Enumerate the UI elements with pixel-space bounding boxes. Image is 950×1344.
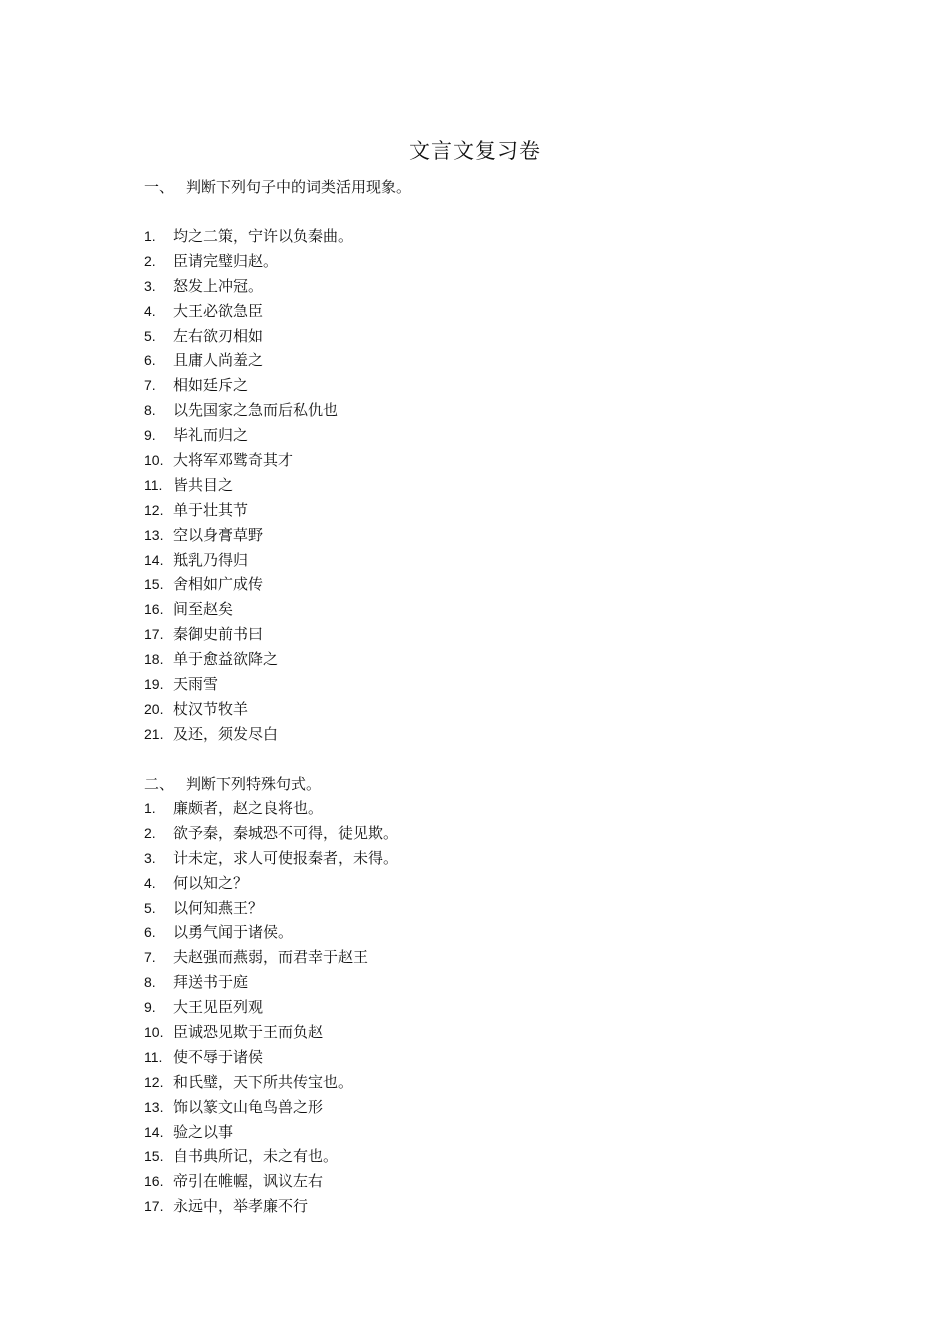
list-item [144,572,353,597]
item-text: 间至赵矣 [173,600,234,619]
item-number: 16. [144,1173,164,1190]
list-item [144,249,353,274]
item-number: 11. [144,476,163,493]
list-item [144,348,353,373]
list-item [144,324,353,349]
list-item [144,1120,398,1145]
item-number: 8. [144,402,156,419]
item-number: 6. [144,924,156,941]
item-text: 欲予秦，秦城恐不可得，徒见欺。 [173,823,399,842]
list-item [144,224,353,249]
list-item [144,1020,398,1045]
list-item [144,647,353,672]
document-title: 文言文复习卷 [409,139,541,163]
item-number: 7. [144,949,156,966]
item-number: 17. [144,626,164,643]
list-item [144,995,398,1020]
section-title: 判断下列句子中的词类活用现象。 [186,178,412,196]
item-number: 7. [144,377,156,394]
list-item [144,373,353,398]
item-number: 15. [144,576,164,593]
item-text: 夫赵强而燕弱，而君幸于赵王 [173,948,369,967]
list-item [144,1045,398,1070]
item-number: 2. [144,252,156,269]
item-number: 10. [144,1024,164,1041]
item-text: 帝引在帷幄，讽议左右 [173,1172,324,1191]
item-text: 和氏璧，天下所共传宝也。 [173,1072,354,1091]
list-item [144,821,398,846]
item-number: 12. [144,501,164,518]
item-text: 怒发上冲冠。 [173,276,264,295]
item-text: 大将军邓骘奇其才 [173,451,294,470]
list-item [144,871,398,896]
item-number: 11. [144,1048,163,1065]
item-text: 使不辱于诸侯 [173,1047,264,1066]
item-number: 3. [144,849,156,866]
section-number: 一、 [144,178,175,196]
item-text: 大王见臣列观 [173,998,264,1017]
list-item [144,1169,398,1194]
item-text: 天雨雪 [173,675,219,694]
item-number: 1. [144,228,156,244]
list-item [144,722,353,747]
item-text: 空以身膏草野 [173,525,264,544]
question-list-1 [144,224,353,747]
item-number: 17. [144,1198,164,1215]
item-text: 皆共目之 [173,475,234,494]
item-text: 自书典所记，未之有也。 [173,1147,339,1166]
item-number: 15. [144,1148,164,1165]
item-number: 14. [144,551,164,568]
item-text: 饰以篆文山龟鸟兽之形 [173,1097,324,1116]
item-text: 以先国家之急而后私仇也 [173,401,339,420]
item-number: 21. [144,725,164,742]
question-list-2 [144,796,398,1219]
list-item [144,448,353,473]
item-number: 18. [144,651,164,668]
list-item [144,672,353,697]
item-number: 14. [144,1123,164,1140]
list-item [144,597,353,622]
item-text: 计未定，求人可使报秦者，未得。 [173,848,399,867]
item-number: 12. [144,1073,164,1090]
item-text: 以何知燕王？ [173,898,264,917]
item-number: 19. [144,676,164,693]
item-number: 1. [144,800,156,816]
item-number: 13. [144,526,164,543]
item-text: 相如廷斥之 [173,376,249,395]
list-item [144,498,353,523]
item-number: 16. [144,601,164,618]
item-number: 2. [144,824,156,841]
item-text: 且庸人尚羞之 [173,351,264,370]
item-number: 9. [144,999,156,1016]
item-text: 臣诚恐见欺于王而负赵 [173,1023,324,1042]
item-text: 臣请完璧归赵。 [173,251,279,270]
list-item [144,1095,398,1120]
item-text: 验之以事 [173,1122,234,1141]
list-item [144,299,353,324]
section-number: 二、 [144,775,175,793]
item-text: 左右欲刃相如 [173,326,264,345]
item-number: 5. [144,899,156,916]
section-title: 判断下列特殊句式。 [186,775,322,793]
item-text: 拜送书于庭 [173,973,249,992]
item-text: 永远中，举孝廉不行 [173,1197,309,1216]
item-number: 13. [144,1098,164,1115]
item-text: 以勇气闻于诸侯。 [173,923,294,942]
item-text: 单于壮其节 [173,500,249,519]
item-text: 何以知之？ [173,873,249,892]
item-number: 9. [144,427,156,444]
list-item [144,920,398,945]
list-item [144,945,398,970]
item-number: 5. [144,327,156,344]
item-text: 大王必欲急臣 [173,301,264,320]
item-number: 6. [144,352,156,369]
list-item [144,1144,398,1169]
item-number: 10. [144,452,164,469]
list-item [144,970,398,995]
list-item [144,796,398,821]
item-text: 杖汉节牧羊 [173,699,249,718]
item-number: 8. [144,974,156,991]
list-item [144,473,353,498]
list-item [144,846,398,871]
list-item [144,1194,398,1219]
item-text: 均之二策，宁许以负秦曲。 [173,227,354,245]
item-number: 20. [144,700,164,717]
item-text: 及还，须发尽白 [173,724,279,743]
item-text: 舍相如广成传 [173,575,264,594]
item-text: 秦御史前书曰 [173,625,264,644]
item-text: 羝乳乃得归 [173,550,249,569]
list-item [144,548,353,573]
item-text: 廉颇者，赵之良将也。 [173,799,324,817]
item-number: 4. [144,874,156,891]
list-item [144,622,353,647]
section-heading-1 [144,176,411,198]
item-text: 毕礼而归之 [173,426,249,445]
item-text: 单于愈益欲降之 [173,650,279,669]
list-item [144,697,353,722]
list-item [144,1070,398,1095]
list-item [144,398,353,423]
list-item [144,423,353,448]
item-number: 3. [144,277,156,294]
list-item [144,896,398,921]
item-number: 4. [144,302,156,319]
list-item [144,523,353,548]
list-item [144,274,353,299]
section-heading-2 [144,773,321,795]
